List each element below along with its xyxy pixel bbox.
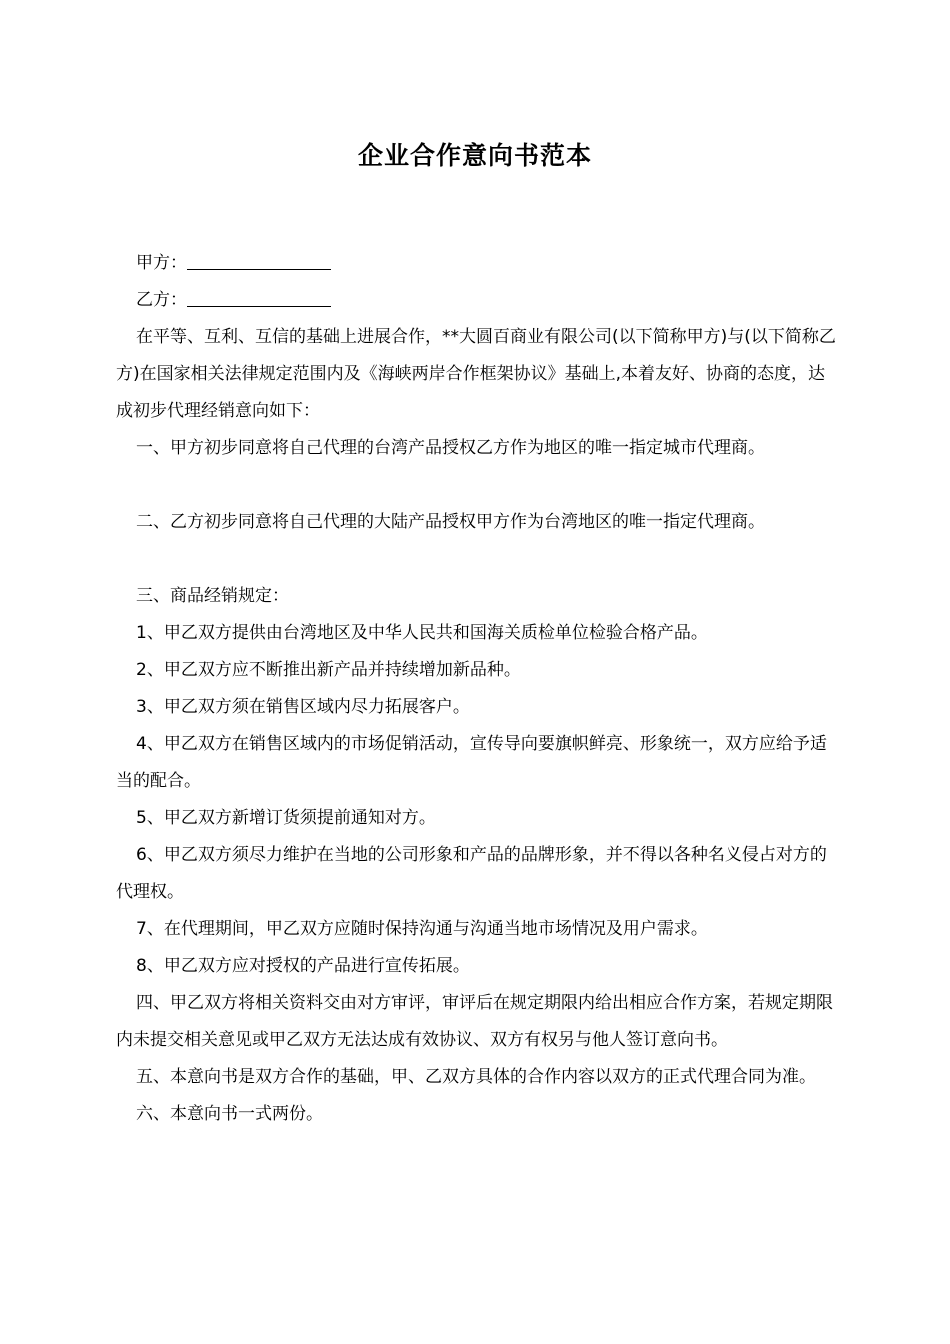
clause-5: 五、本意向书是双方合作的基础，甲、乙双方具体的合作内容以双方的正式代理合同为准。 <box>136 1067 816 1087</box>
sub-item: 5、甲乙双方新增订货须提前通知对方。 <box>136 808 436 828</box>
clause-4: 四、甲乙双方将相关资料交由对方审评，审评后在规定期限内给出相应合作方案，若规定期限内未提交相关意见或甲乙双方无法达成有效协议、双方有权另与他人签订意向书。 <box>116 993 833 1050</box>
sub-item: 3、甲乙双方须在销售区域内尽力拓展客户。 <box>136 697 470 717</box>
sub-item: 8、甲乙双方应对授权的产品进行宣传拓展。 <box>136 956 470 976</box>
sub-item: 2、甲乙双方应不断推出新产品并持续增加新品种。 <box>136 660 521 680</box>
sub-item: 6、甲乙双方须尽力维护在当地的公司形象和产品的品牌形象，并不得以各种名义侵占对方的代理权。 <box>116 845 827 902</box>
intro-paragraph: 在平等、互利、互信的基础上进展合作，**大圆百商业有限公司(以下简称甲方)与(以下简称乙方)在国家相关法律规定范围内及《海峡两岸合作框架协议》基础上,本着友好、协商的态度，达成初步代理经销意向如下： <box>116 327 836 421</box>
party-a-blank <box>187 251 331 270</box>
clause-2: 二、乙方初步同意将自己代理的大陆产品授权甲方作为台湾地区的唯一指定代理商。 <box>136 512 765 532</box>
party-a-line <box>116 245 838 282</box>
sub-item: 1、甲乙双方提供由台湾地区及中华人民共和国海关质检单位检验合格产品。 <box>136 623 708 643</box>
sub-item: 4、甲乙双方在销售区域内的市场促销活动，宣传导向要旗帜鲜亮、形象统一，双方应给予适当的配合。 <box>116 734 827 791</box>
document-title: 企业合作意向书范本 <box>357 141 592 170</box>
party-b-blank <box>187 288 331 307</box>
clause-3-heading: 三、商品经销规定： <box>136 586 289 606</box>
clause-1: 一、甲方初步同意将自己代理的台湾产品授权乙方作为地区的唯一指定城市代理商。 <box>136 438 765 458</box>
document-body <box>116 245 838 1133</box>
clause-6: 六、本意向书一式两份。 <box>136 1104 323 1124</box>
sub-item: 7、在代理期间，甲乙双方应随时保持沟通与沟通当地市场情况及用户需求。 <box>136 919 708 939</box>
party-b-line <box>116 282 838 319</box>
party-b-label: 乙方： <box>136 290 187 310</box>
party-a-label: 甲方： <box>136 253 187 273</box>
